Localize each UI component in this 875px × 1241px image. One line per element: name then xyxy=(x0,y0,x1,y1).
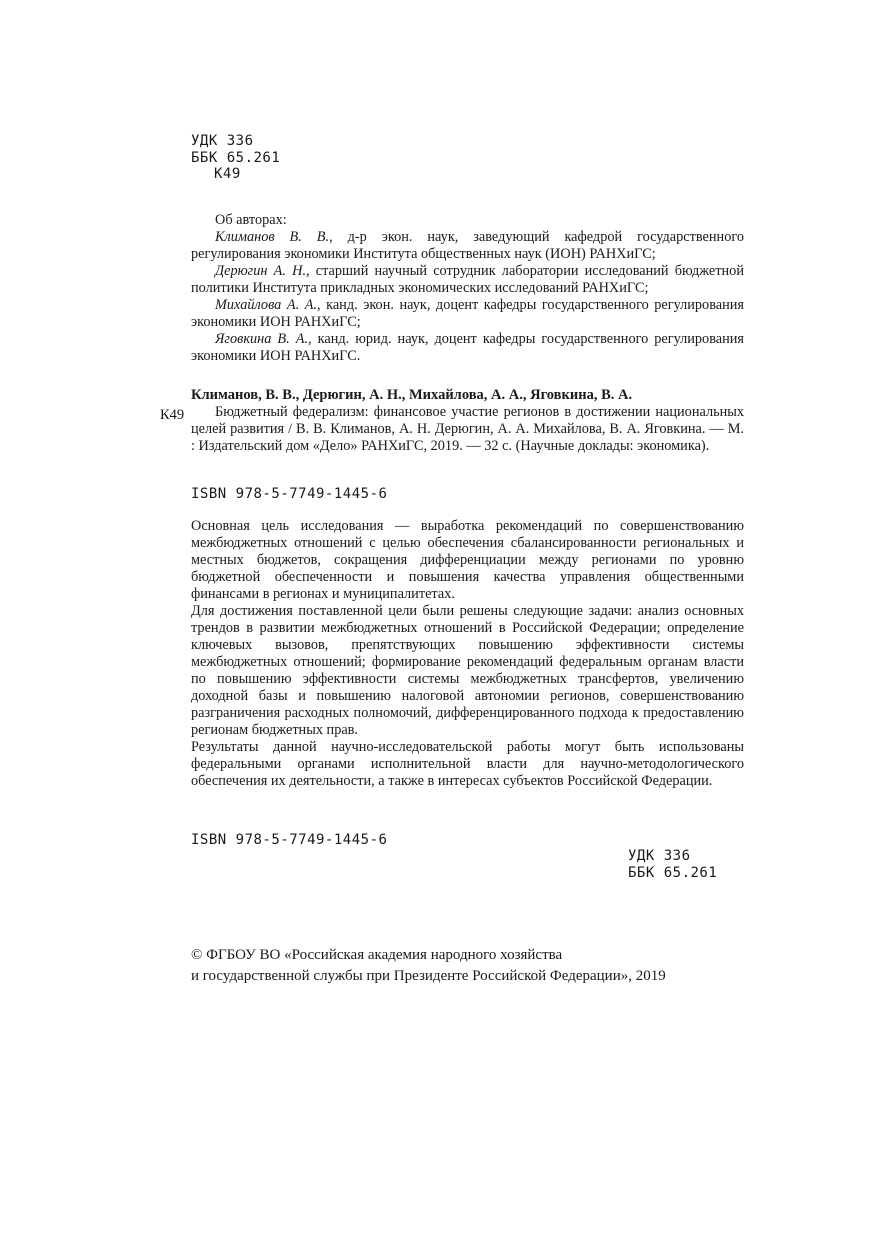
abstract-udk: УДК 336 xyxy=(628,848,691,864)
author-name: Михайлова А. А. xyxy=(215,297,317,313)
author-description: , д-р экон. наук, заведующий кафедрой государственного регулирования экономики Института общественных наук (ИОН) РАНХиГС; xyxy=(191,229,744,262)
author-description: , канд. экон. наук, доцент кафедры государственного регулирования экономики ИОН РАНХиГС; xyxy=(191,297,744,330)
author-description: , канд. юрид. наук, доцент кафедры государственного регулирования экономики ИОН РАНХиГС. xyxy=(191,331,744,364)
author-name: Климанов В. В. xyxy=(215,229,330,245)
catalog-description xyxy=(191,404,744,455)
abstract-isbn: ISBN 978-5-7749-1445-6 xyxy=(191,832,388,848)
author-mark: К49 xyxy=(214,166,241,182)
author-name: Дерюгин А. Н. xyxy=(215,263,307,279)
catalog-isbn: ISBN 978-5-7749-1445-6 xyxy=(191,486,388,502)
about-authors xyxy=(191,212,744,365)
copyright-line-1: © ФГБОУ ВО «Российская академия народного хозяйства xyxy=(191,947,563,963)
author-entry xyxy=(191,297,744,331)
udk-code: УДК 336 xyxy=(191,133,254,149)
catalog-authors: Климанов, В. В., Дерюгин, А. Н., Михайлова, А. А., Яговкина, В. А. xyxy=(191,387,633,403)
abstract-paragraph: Основная цель исследования — выработка рекомендаций по совершенствованию межбюджетных отношений с целью обеспечения сбалансированности региональных и местных бюджетов, сокращения дифференциации между регионами по уровню бюджетной обеспеченности и повышения качества управления общественными финансами в регионах и муниципалитетах. xyxy=(191,518,744,602)
abstract-paragraph: Результаты данной научно-исследовательской работы могут быть использованы федеральными органами исполнительной власти для научно-методологического обеспечения их деятельности, а также в интересах субъектов Российской Федерации. xyxy=(191,739,744,789)
author-entry xyxy=(191,229,744,263)
about-authors-heading: Об авторах: xyxy=(215,212,287,228)
author-entry xyxy=(191,331,744,365)
author-description: , старший научный сотрудник лаборатории исследований бюджетной политики Института прикладных экономических исследований РАНХиГС; xyxy=(191,263,744,296)
abstract xyxy=(191,518,744,790)
abstract-bbk: ББК 65.261 xyxy=(628,865,718,881)
author-name: Яговкина В. А. xyxy=(215,331,309,347)
catalog-description-text: Бюджетный федерализм: финансовое участие регионов в достижении национальных целей развития / В. В. Климанов, А. Н. Дерюгин, А. А. Михайлова, В. А. Яговкина. — М. : Издательский дом «Дело» РАНХиГС, 2019. — 32 с. (Научные доклады: экономика). xyxy=(191,404,744,454)
author-entry xyxy=(191,263,744,297)
bbk-code: ББК 65.261 xyxy=(191,150,281,166)
copyright-line-2: и государственной службы при Президенте Российской Федерации», 2019 xyxy=(191,968,666,984)
abstract-paragraph: Для достижения поставленной цели были решены следующие задачи: анализ основных трендов в развитии межбюджетных отношений в Российской Федерации; определение ключевых вызовов, препятствующих повышению эффективности системы межбюджетных отношений; формирование рекомендаций федеральным органам власти по повышению эффективности системы межбюджетных трансфертов, увеличению доходной базы и повышению налоговой автономии регионов, совершенствованию разграничения расходных полномочий, дифференцированного подхода к предоставлению регионам бюджетных прав. xyxy=(191,603,744,738)
catalog-side-mark: К49 xyxy=(160,407,185,423)
